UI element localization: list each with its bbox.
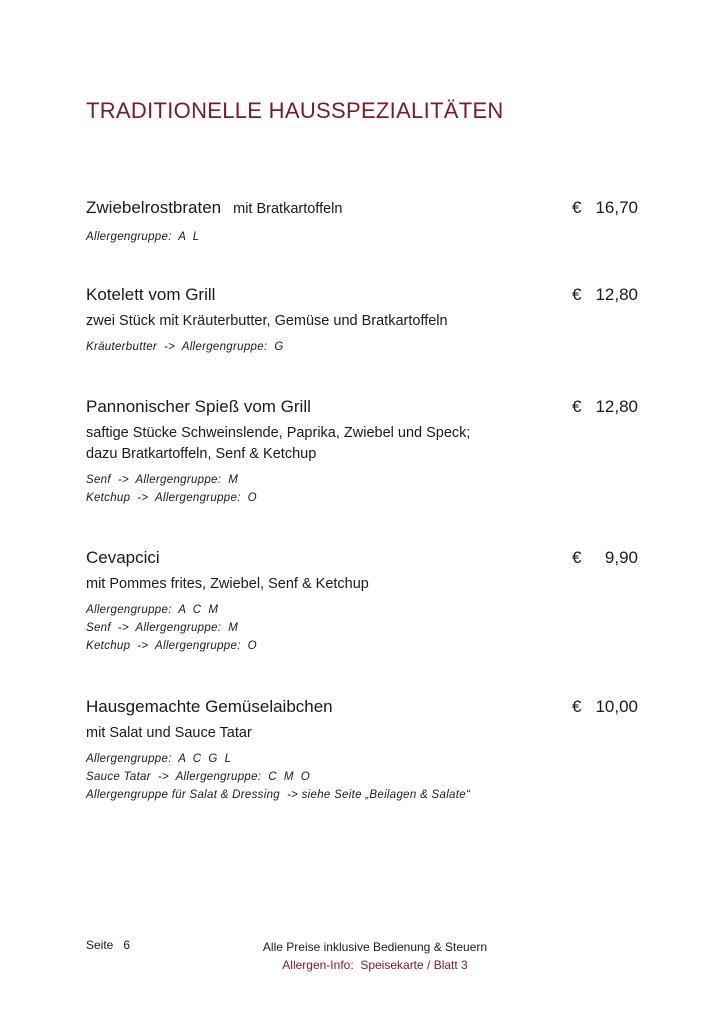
item-header [86,198,638,222]
allergen-line: Ketchup -> Allergengruppe: O [86,492,257,504]
allergen-list [86,338,638,356]
price-amount: 16,70 [595,198,638,217]
currency-symbol: € [572,397,582,416]
price-amount: 12,80 [595,397,638,416]
description-line: dazu Bratkartoffeln, Senf & Ketchup [86,446,317,462]
menu-item [86,285,638,356]
page-title: TRADITIONELLE HAUSSPEZIALITÄTEN [86,98,504,123]
item-name: Zwiebelrostbraten [86,198,222,217]
allergen-list [86,228,638,246]
currency-symbol: € [572,198,582,217]
prices-note: Alle Preise inklusive Bedienung & Steuern [262,940,488,954]
allergen-line: Senf -> Allergengruppe: M [86,474,239,486]
price-amount: 10,00 [595,697,638,716]
item-header [86,697,638,721]
menu-item [86,397,638,507]
price-amount: 9,90 [604,548,638,567]
description-line: mit Salat und Sauce Tatar [86,725,252,741]
allergen-line: Kräuterbutter -> Allergengruppe: G [86,341,284,353]
allergen-line: Ketchup -> Allergengruppe: O [86,640,257,652]
description-line: mit Pommes frites, Zwiebel, Senf & Ketchup [86,576,369,592]
item-name: Pannonischer Spieß vom Grill [86,397,311,416]
item-name: Hausgemachte Gemüselaibchen [86,697,333,716]
footer-note [200,938,550,974]
allergen-line: Senf -> Allergengruppe: M [86,622,239,634]
allergen-list [86,750,638,804]
allergen-line: Sauce Tatar -> Allergengruppe: C M O [86,771,310,783]
allergen-line: Allergengruppe für Salat & Dressing -> siehe Seite „Beilagen & Salate“ [86,789,471,801]
item-description [86,311,638,332]
item-side: mit Bratkartoffeln [233,201,343,217]
allergen-line: Allergengruppe: A L [86,231,200,243]
currency-symbol: € [572,548,582,567]
menu-item [86,198,638,246]
currency-symbol: € [572,697,582,716]
page-number: Seite 6 [86,938,131,952]
menu-item [86,697,638,804]
item-header [86,285,638,309]
price-amount: 12,80 [595,285,638,304]
item-name: Kotelett vom Grill [86,285,216,304]
allergen-line: Allergengruppe: A C G L [86,753,232,765]
description-line: zwei Stück mit Kräuterbutter, Gemüse und Bratkartoffeln [86,313,448,329]
item-description [86,574,638,595]
allergen-list [86,471,638,507]
item-description [86,723,638,744]
currency-symbol: € [572,285,582,304]
allergen-info: Allergen-Info: Speisekarte / Blatt 3 [282,958,468,972]
description-line: saftige Stücke Schweinslende, Paprika, Zwiebel und Speck; [86,425,471,441]
item-header [86,548,638,572]
allergen-list [86,601,638,655]
item-name: Cevapcici [86,548,160,567]
item-description [86,423,638,465]
menu-item [86,548,638,655]
item-header [86,397,638,421]
allergen-line: Allergengruppe: A C M [86,604,219,616]
